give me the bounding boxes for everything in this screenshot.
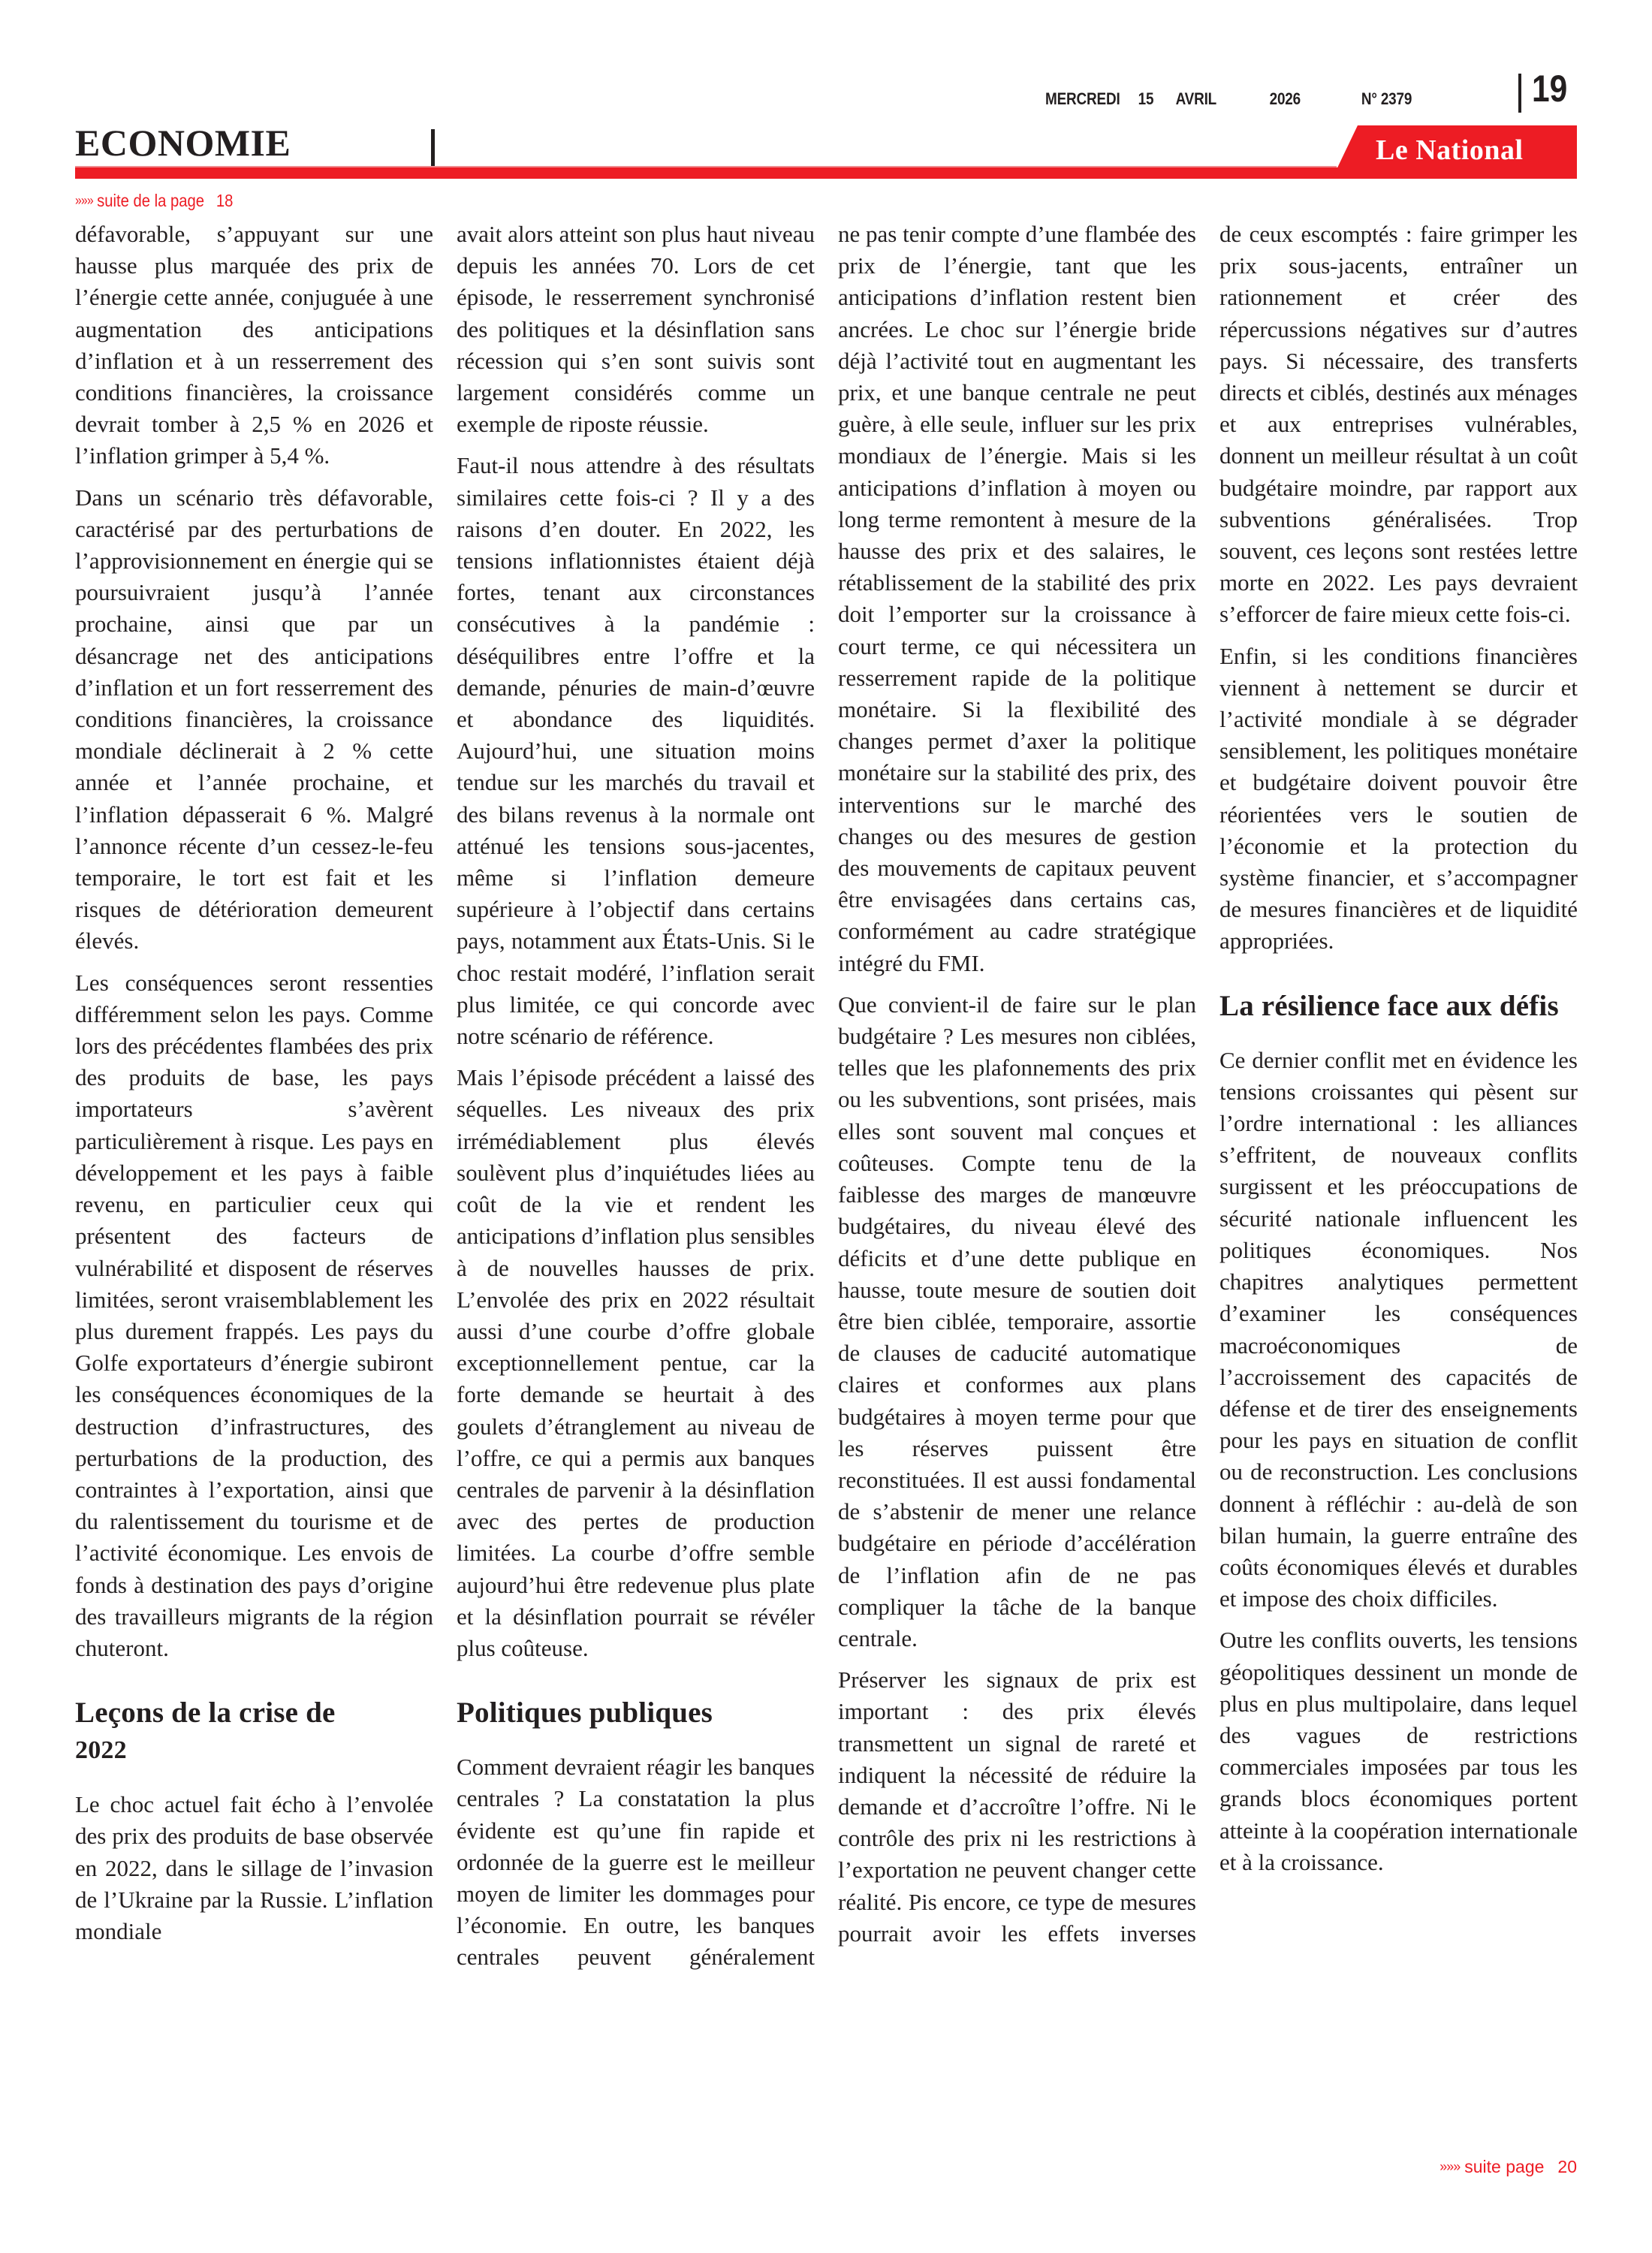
paragraph: Dans un scénario très défavorable, caractérisé par des perturbations de l’approvisionnement en énergie qui se poursuivraient jusqu’à l’année prochaine, ainsi que par un désancrage net des anticipations d’inflation et un fort resserrement des conditions financières, la croissance mondiale déclinerait à 2 % cette année et l’année prochaine, et l’inflation dépasserait 6 %. Malgré l’annonce récente d’un cessez-le-feu temporaire, le tort est fait et les risques de détérioration demeurent élevés. [75, 484, 433, 955]
page-number-divider [1518, 74, 1521, 113]
paragraph: Que convient-il de faire sur le plan budgétaire ? Les mesures non ciblées, telles que les plafonnements des prix ou les subventions, sont prisées, mais elles sont souvent mal conçues et coûteuses. Compte tenu de la faiblesse des marges de manœuvre budgétaires, du niveau élevé des déficits et d’une dette publique en hausse, toute mesure de soutien doit être bien ciblée, temporaire, assortie de clauses de caducité automatique claires et conformes aux plans budgétaires à moyen terme pour que les réserves puissent être reconstituées. Il est aussi fondamental de s’abstenir de mener une relance budgétaire en période d’accélération de l’inflation afin de ne pas compliquer la tâche de la banque centrale. [838, 991, 1196, 1651]
paragraph: Enfin, si les conditions financières viennent à nettement se durcir et l’activité mondiale à se dégrader sensiblement, les politiques monétaire et budgétaire doivent pouvoir être réorientées vers le soutien de l’économie et la protection du système financier, et s’accompagner de mesures financières et de liquidité appropriées. [1219, 642, 1578, 955]
subheading-line-2: 2022 [75, 1736, 127, 1765]
continued-on-label: suite page [1464, 2157, 1545, 2176]
paragraph: Comment devraient réagir les banques centrales ? La constatation la plus évidente est qu’une fin rapide et ordonnée de la guerre est le meilleur moyen de limiter les dommages pour l’économie. En outre, les banques centrales peuvent généralement [457, 1754, 815, 1971]
continued-from-link[interactable] [75, 191, 233, 211]
month: AVRIL [1175, 89, 1217, 108]
paragraph: Préserver les signaux de prix est important : des prix élevés transmettent un signal de rareté et indiquent la nécessité de réduire la demande et d’accroître l’offre. Ni le contrôle des prix ni les restrictions à l’exportation ne peuvent changer cette réalité. Pis encore, ce type de mesures pourrait avoir les effets inverses [838, 1666, 1196, 1947]
section-title: ECONOMIE [75, 122, 291, 164]
year: 2026 [1269, 89, 1301, 108]
article-column-3 [838, 219, 1196, 1959]
paragraph: ne pas tenir compte d’une flambée des prix de l’énergie, tant que les anticipations d’inflation restent bien ancrées. Le choc sur l’énergie bride déjà l’activité tout en augmentant les prix, et une banque centrale ne peut guère, à elle seule, influer sur les prix mondiaux de l’énergie. Mais si les anticipations d’inflation à moyen ou long terme remontent à mesure de la hausse des prix et des salaires, le rétablissement de la stabilité des prix doit l’emporter sur la croissance à court terme, ce qui nécessitera un resserrement rapide de la politique monétaire. Si la flexibilité des changes permet d’axer la politique monétaire sur la stabilité des prix, des interventions sur le marché des changes ou des mesures de gestion des mouvements de capitaux peuvent être envisagées dans certains cas, conformément au cadre stratégique intégré du FMI. [838, 221, 1196, 976]
paragraph: avait alors atteint son plus haut niveau depuis les années 70. Lors de cet épisode, le resserrement synchronisé des politiques et la désinflation sans récession qui s’en sont suivis sont largement considérés comme un exemple de riposte réussie. [457, 221, 815, 438]
paragraph: Faut-il nous attendre à des résultats similaires cette fois-ci ? Il y a des raisons d’en douter. En 2022, les tensions inflationnistes étaient déjà fortes, tenant aux circonstances consécutives à la pandémie : déséquilibres entre l’offre et la demande, pénuries de main-d’œuvre et abondance des liquidités. Aujourd’hui, une situation moins tendue sur les marchés du travail et des bilans revenus à la normale ont atténué les tensions sous-jacentes, même si l’inflation demeure supérieure à l’objectif dans certains pays, notamment aux États-Unis. Si le choc restait modéré, l’inflation serait plus limitée, ce qui concorde avec notre scénario de référence. [457, 452, 815, 1050]
issue-number: N° 2379 [1361, 89, 1412, 108]
paragraph: Ce dernier conflit met en évidence les tensions croissantes qui pèsent sur l’ordre international : les alliances s’effritent, de nouveaux conflits surgissent et les préoccupations de sécurité nationale influencent les politiques économiques. Nos chapitres analytiques permettent d’examiner les conséquences macroéconomiques de l’accroissement des capacités de défense et de tirer des enseignements pour les pays en situation de conflit ou de reconstruction. Les conclusions donnent à réfléchir : au-delà de son bilan humain, la guerre entraîne des coûts économiques élevés et durables et impose des choix difficiles. [1219, 1046, 1578, 1612]
paragraph: Outre les conflits ouverts, les tensions géopolitiques dessinent un monde de plus en plus multipolaire, dans lequel des vagues de restrictions commerciales imposées par tous les grands blocs économiques portent atteinte à la coopération internationale et à la croissance. [1219, 1627, 1578, 1875]
paragraph: Les conséquences seront ressenties différemment selon les pays. Comme lors des précédentes flambées des prix des produits de base, les pays importateurs s’avèrent particulièrement à risque. Les pays en développement et les pays à faible revenu, en particulier ceux qui présentent des facteurs de vulnérabilité et disposent de réserves limitées, seront vraisemblablement les plus durement frappés. Les pays du Golfe exportateurs d’énergie subiront les conséquences économiques de la destruction d’infrastructures, des perturbations de la production, des contraintes à l’exportation, ainsi que du ralentissement du tourisme et de l’activité économique. Les envois de fonds à destination des pays d’origine des travailleurs migrants de la région chuteront. [75, 969, 433, 1661]
continued-on-page: 20 [1557, 2157, 1577, 2176]
paragraph: Le choc actuel fait écho à l’envolée des prix des produits de base observée en 2022, dans le sillage de l’invasion de l’Ukraine par la Russie. L’inflation mondiale [75, 1791, 433, 1944]
newspaper-brand: Le National [1376, 134, 1524, 166]
subheading-line-1: Leçons de la crise de [75, 1697, 336, 1730]
article-column-1 [75, 219, 433, 1957]
weekday: MERCREDI [1045, 89, 1120, 108]
paragraph: de ceux escomptés : faire grimper les prix sous-jacents, entraîner un rationnement et créer des répercussions négatives sur d’autres pays. Si nécessaire, des transferts directs et ciblés, destinés aux ménages et aux entreprises vulnérables, donnent un meilleur résultat à un coût budgétaire moindre, par rapport aux subventions généralisées. Trop souvent, ces leçons sont restées lettre morte en 2022. Les pays devraient s’efforcer de faire mieux cette fois-ci. [1219, 221, 1578, 628]
page-number: 19 [1532, 68, 1568, 110]
paragraph: défavorable, s’appuyant sur une hausse plus marquée des prix de l’énergie cette année, conjuguée à une augmentation des anticipations d’inflation et à un resserrement des conditions financières, la croissance devrait tomber à 2,5 % en 2026 et l’inflation grimper à 5,4 %. [75, 221, 433, 469]
subheading-resilience: La résilience face aux défis [1219, 989, 1559, 1022]
section-title-divider [431, 129, 435, 167]
chevrons-icon: »»» [75, 193, 93, 208]
day-number: 15 [1138, 89, 1154, 108]
continued-from-label: suite de la page [97, 191, 204, 210]
article-column-2 [457, 219, 815, 1983]
continued-from-page: 18 [216, 191, 234, 210]
subheading-lecons-2022 [75, 1694, 433, 1769]
paragraph: Mais l’épisode précédent a laissé des séquelles. Les niveaux des prix irrémédiablement plus élevés soulèvent plus d’inquiétudes liées au coût de la vie et rendent les anticipations d’inflation plus sensibles à de nouvelles hausses de prix. L’envolée des prix en 2022 résultait aussi d’une courbe d’offre globale exceptionnellement pentue, car la forte demande se heurtait à des goulets d’étranglement au niveau de l’offre, ce qui a permis aux banques centrales de parvenir à la désinflation avec des pertes de production limitées. La courbe d’offre semble aujourd’hui être redevenue plus plate et la désinflation pourrait se révéler plus coûteuse. [457, 1064, 815, 1661]
continued-on-link[interactable] [1439, 2157, 1577, 2177]
issue-dateline [1045, 84, 1412, 114]
article-column-4 [1219, 219, 1578, 1888]
chevrons-icon: »»» [1439, 2159, 1461, 2174]
subheading-politiques-publiques: Politiques publiques [457, 1697, 713, 1730]
